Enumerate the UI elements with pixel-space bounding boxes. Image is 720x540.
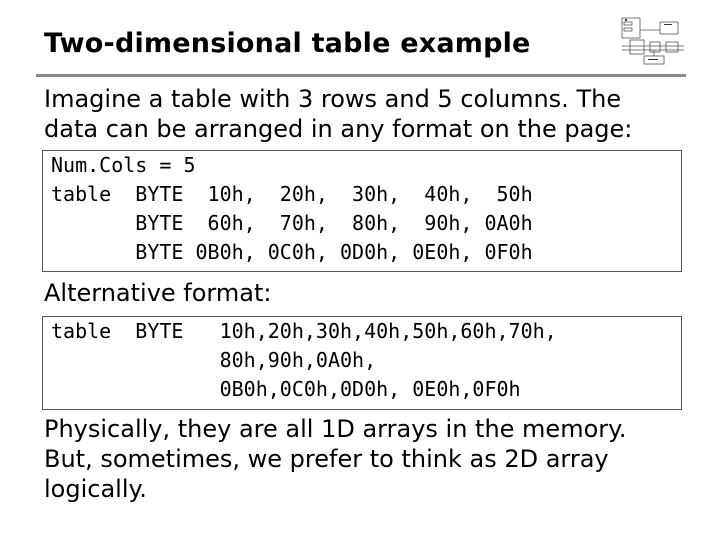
code-line: table BYTE 10h, 20h, 30h, 40h, 50h	[51, 182, 533, 206]
conclusion-line: logically.	[44, 475, 147, 503]
intro-line: data can be arranged in any format on the page:	[44, 115, 633, 143]
code-line: 0B0h,0C0h,0D0h, 0E0h,0F0h	[51, 377, 521, 401]
conclusion-line: Physically, they are all 1D arrays in the memory.	[44, 415, 627, 443]
intro-paragraph	[44, 84, 632, 144]
intro-line: Imagine a table with 3 rows and 5 columns. The	[44, 85, 622, 113]
code-block-alternative-format	[42, 316, 682, 410]
code-line: BYTE 60h, 70h, 80h, 90h, 0A0h	[51, 211, 533, 235]
architecture-diagram-icon	[620, 16, 686, 68]
title-divider	[36, 74, 686, 77]
code-line: Num.Cols = 5	[51, 153, 196, 177]
slide-title: Two-dimensional table example	[44, 28, 531, 59]
conclusion-line: But, sometimes, we prefer to think as 2D array	[44, 445, 609, 473]
code-line: BYTE 0B0h, 0C0h, 0D0h, 0E0h, 0F0h	[51, 240, 533, 264]
code-line: table BYTE 10h,20h,30h,40h,50h,60h,70h,	[51, 319, 557, 343]
code-block-row-format	[42, 150, 682, 272]
code-line: 80h,90h,0A0h,	[51, 348, 377, 372]
conclusion-paragraph	[44, 414, 627, 504]
alternative-format-heading: Alternative format:	[44, 279, 272, 307]
